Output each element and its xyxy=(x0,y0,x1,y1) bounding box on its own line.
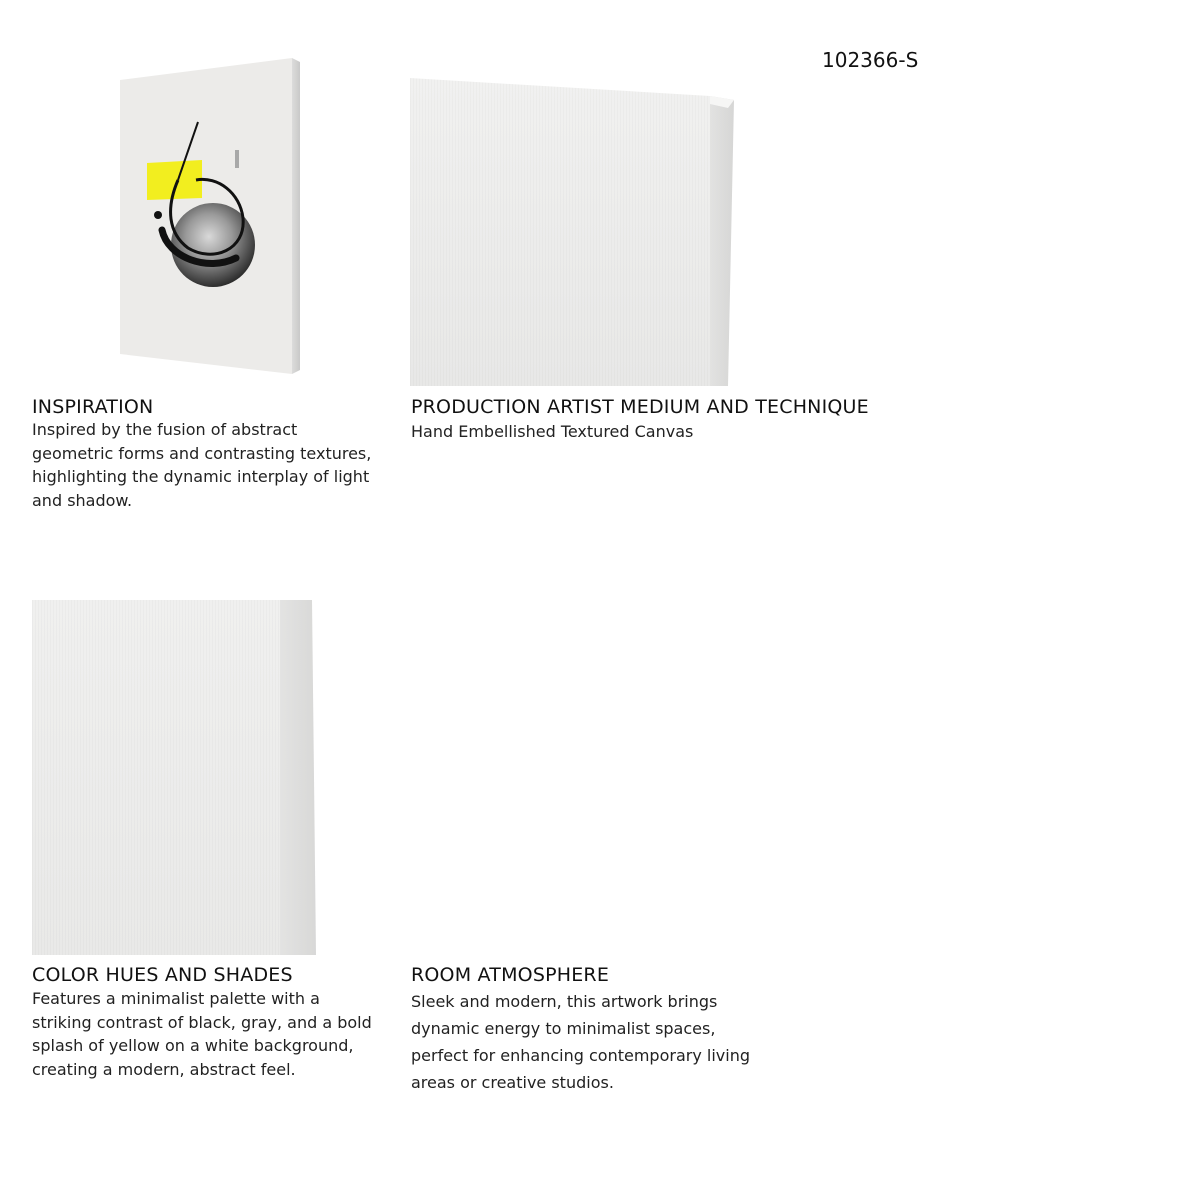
color-heading: COLOR HUES AND SHADES xyxy=(32,964,293,986)
artwork-product-image xyxy=(118,58,304,374)
color-text: Features a minimalist palette with a striking contrast of black, gray, and a bold splash of yellow on a white background, creating a modern, abstract feel. xyxy=(32,989,372,1079)
room-text: Sleek and modern, this artwork brings dynamic energy to minimalist spaces, perfect for enhancing contemporary living areas or creative studios. xyxy=(411,992,750,1092)
canvas-texture-closeup-image xyxy=(32,600,316,955)
production-heading: PRODUCTION ARTIST MEDIUM AND TECHNIQUE xyxy=(411,396,869,418)
room-heading: ROOM ATMOSPHERE xyxy=(411,964,610,986)
inspiration-text: Inspired by the fusion of abstract geometric forms and contrasting textures, highlighting the dynamic interplay of light and shadow. xyxy=(32,420,372,510)
production-text: Hand Embellished Textured Canvas xyxy=(411,422,694,441)
canvas-edge-detail-image xyxy=(410,78,734,386)
inspiration-heading: INSPIRATION xyxy=(32,396,154,418)
product-sku: 102366-S xyxy=(822,48,919,72)
